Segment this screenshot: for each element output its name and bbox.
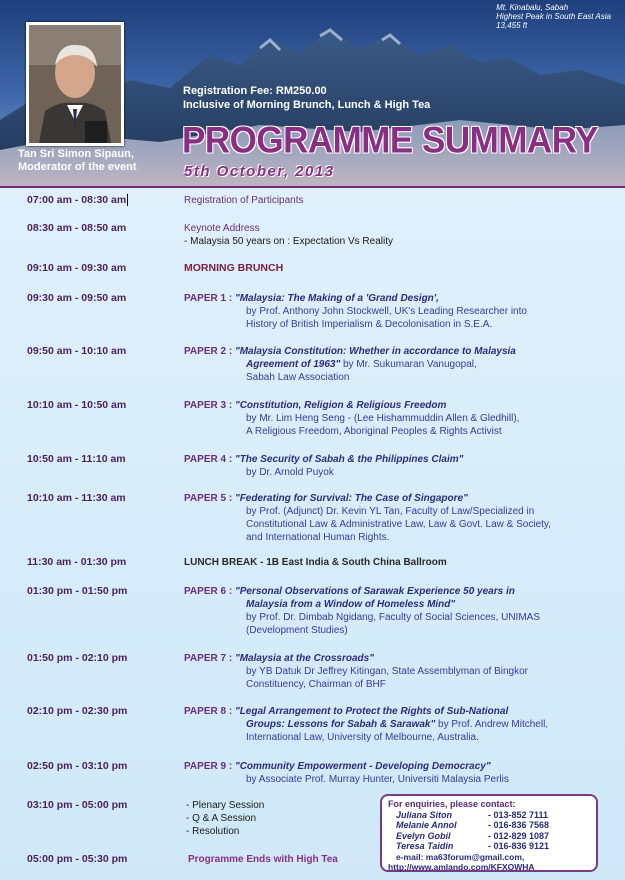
paper-title: "Community Empowerment - Developing Democracy" (234, 761, 491, 772)
moderator-portrait-image (29, 25, 121, 143)
schedule-time: 09:50 am - 10:10 am (27, 345, 127, 357)
schedule-time: 03:10 pm - 05:00 pm (27, 799, 128, 811)
contact-phone: - 012-829 1087 (488, 830, 550, 841)
registration-info (183, 84, 430, 112)
paper-detail: by Prof. (Adjunct) Dr. Kevin YL Tan, Faculty of Law/Specialized in (246, 506, 535, 517)
schedule-time: 01:30 pm - 01:50 pm (27, 585, 128, 597)
inclusive-text: Inclusive of Morning Brunch, Lunch & High Tea (183, 99, 431, 111)
schedule-desc (184, 556, 614, 569)
header-banner (0, 0, 625, 186)
paper-detail: Sabah Law Association (246, 372, 350, 383)
paper-title-cont: Malaysia from a Window of Homeless Mind" (246, 599, 456, 610)
schedule-time: 10:50 am - 11:10 am (27, 453, 126, 465)
schedule-desc (184, 262, 614, 275)
contact-row (388, 831, 590, 842)
brunch-item: MORNING BRUNCH (184, 262, 284, 274)
schedule-time: 02:50 pm - 03:10 pm (27, 760, 128, 772)
paper-detail: (Development Studies) (246, 625, 348, 636)
contact-row (388, 820, 590, 831)
contact-name: Evelyn Gobil (396, 830, 451, 841)
enquiry-url-link[interactable]: http://www.amlando.com/KFXOWHA (388, 862, 535, 872)
schedule-section (0, 188, 625, 880)
schedule-time: 10:10 am - 10:50 am (27, 399, 127, 411)
contact-name: Melanie Annol (396, 820, 457, 830)
location-note (496, 3, 611, 30)
schedule-desc (184, 222, 614, 248)
enquiry-box (380, 794, 598, 872)
schedule-time: 07:00 am - 08:30 am (27, 194, 127, 206)
schedule-desc (184, 705, 614, 744)
schedule-time: 08:30 am - 08:50 am (27, 222, 127, 234)
enquiry-heading: For enquiries, please contact: (388, 799, 516, 809)
schedule-desc (184, 345, 614, 384)
paper-author: by Prof. Andrew Mitchell, (435, 719, 549, 730)
contact-phone: - 016-836 9121 (488, 841, 550, 851)
paper-title: "Malaysia: The Making of a 'Grand Design', (234, 293, 439, 304)
contact-row (388, 841, 590, 852)
schedule-desc (184, 399, 614, 438)
schedule-desc (184, 492, 614, 544)
paper-title: "Constitution, Religion & Religious Freedom (234, 400, 447, 411)
paper-detail: by Dr. Arnold Puyok (246, 467, 334, 478)
paper-label: PAPER 4 : (184, 454, 233, 465)
session-item: - Plenary Session (186, 800, 265, 811)
paper-label: PAPER 9 : (184, 761, 233, 772)
paper-title-cont: Groups: Lessons for Sabah & Sarawak" (246, 719, 436, 730)
location-line: Mt. Kinabalu, Sabah (496, 3, 569, 12)
schedule-desc (184, 292, 614, 331)
schedule-time: 05:00 pm - 05:30 pm (27, 853, 128, 865)
paper-detail: by Prof. Dr. Dimbab Ngidang, Faculty of Social Sciences, UNIMAS (246, 612, 541, 623)
schedule-time: 09:30 am - 09:50 am (27, 292, 127, 304)
paper-label: PAPER 3 : (184, 400, 233, 411)
schedule-time: 10:10 am - 11:30 am (27, 492, 126, 504)
schedule-time: 09:10 am - 09:30 am (27, 262, 127, 274)
schedule-desc (184, 652, 614, 691)
paper-title: "Legal Arrangement to Protect the Rights of Sub-National (234, 706, 509, 717)
paper-detail: by Mr. Lim Heng Seng - (Lee Hishammuddin Allen & Gledhill), (246, 413, 520, 424)
paper-detail: by YB Datuk Dr Jeffrey Kitingan, State Assemblyman of Bingkor (246, 666, 528, 677)
paper-title: "Malaysia Constitution: Whether in accordance to Malaysia (234, 346, 516, 357)
contact-name: Juliana Siton (396, 809, 453, 820)
paper-detail: by Prof. Anthony John Stockwell, UK's Leading Researcher into (246, 306, 527, 317)
paper-label: PAPER 2 : (184, 346, 233, 357)
programme-end-item: Programme Ends with High Tea (188, 854, 338, 865)
paper-title: "Malaysia at the Crossroads" (234, 653, 374, 664)
contact-phone: - 016-836 7568 (488, 820, 550, 830)
paper-title: "The Security of Sabah & the Philippines Claim" (234, 454, 464, 465)
paper-detail: Constituency, Chairman of BHF (246, 679, 386, 690)
location-line: Highest Peak in South East Asia (496, 12, 611, 21)
location-line: 13,455 ft (496, 21, 528, 30)
moderator-caption (18, 148, 137, 174)
keynote-topic: - Malaysia 50 years on : Expectation Vs Reality (184, 236, 393, 247)
paper-label: PAPER 1 : (184, 293, 233, 304)
moderator-photo (26, 22, 124, 146)
schedule-desc (184, 585, 614, 637)
keynote-label: Keynote Address (184, 223, 260, 234)
registration-amount: RM250.00 (275, 85, 327, 97)
paper-detail: Constitutional Law & Administrative Law, Law & Govt. Law & Society, (246, 519, 551, 530)
paper-label: PAPER 6 : (184, 586, 233, 597)
schedule-desc (184, 760, 614, 786)
paper-label: PAPER 5 : (184, 493, 233, 504)
page-title: PROGRAMME SUMMARY (182, 120, 599, 161)
text-cursor (127, 194, 128, 206)
event-date: 5th October, 2013 (184, 163, 335, 180)
lunch-item: LUNCH BREAK - 1B East India & South China Ballroom (184, 557, 447, 568)
session-item: - Q & A Session (186, 813, 257, 824)
schedule-desc (184, 194, 614, 207)
moderator-name: Tan Sri Simon Sipaun, (18, 148, 134, 160)
paper-detail: International Law, University of Melbourne, Australia. (246, 732, 479, 743)
paper-title: "Personal Observations of Sarawak Experience 50 years in (234, 586, 515, 597)
paper-author: by Mr. Sukumaran Vanugopal, (340, 359, 477, 370)
schedule-time: 11:30 am - 01:30 pm (27, 556, 127, 568)
schedule-time: 01:50 pm - 02:10 pm (27, 652, 128, 664)
contact-name: Teresa Taidin (396, 841, 454, 851)
paper-title-cont: Agreement of 1963" (246, 359, 341, 370)
contact-row (388, 810, 590, 821)
registration-item: Registration of Participants (184, 195, 304, 206)
paper-detail: and International Human Rights. (246, 532, 390, 543)
enquiry-email[interactable]: e-mail: ma63forum@gmail.com, (396, 851, 525, 862)
paper-title: "Federating for Survival: The Case of Singapore" (234, 493, 468, 504)
paper-label: PAPER 7 : (184, 653, 233, 664)
contact-phone: - 013-852 7111 (488, 809, 549, 820)
registration-label: Registration Fee: (183, 85, 273, 97)
schedule-desc (184, 453, 614, 479)
schedule-time: 02:10 pm - 02:30 pm (27, 705, 128, 717)
paper-detail: by Associate Prof. Murray Hunter, Universiti Malaysia Perlis (246, 774, 509, 785)
paper-detail: History of British Imperialism & Decolonisation in S.E.A. (246, 319, 493, 330)
paper-detail: A Religious Freedom, Aboriginal Peoples & Rights Activist (246, 426, 502, 437)
moderator-role: Moderator of the event (18, 161, 137, 173)
paper-label: PAPER 8 : (184, 706, 233, 717)
session-item: - Resolution (186, 826, 240, 837)
